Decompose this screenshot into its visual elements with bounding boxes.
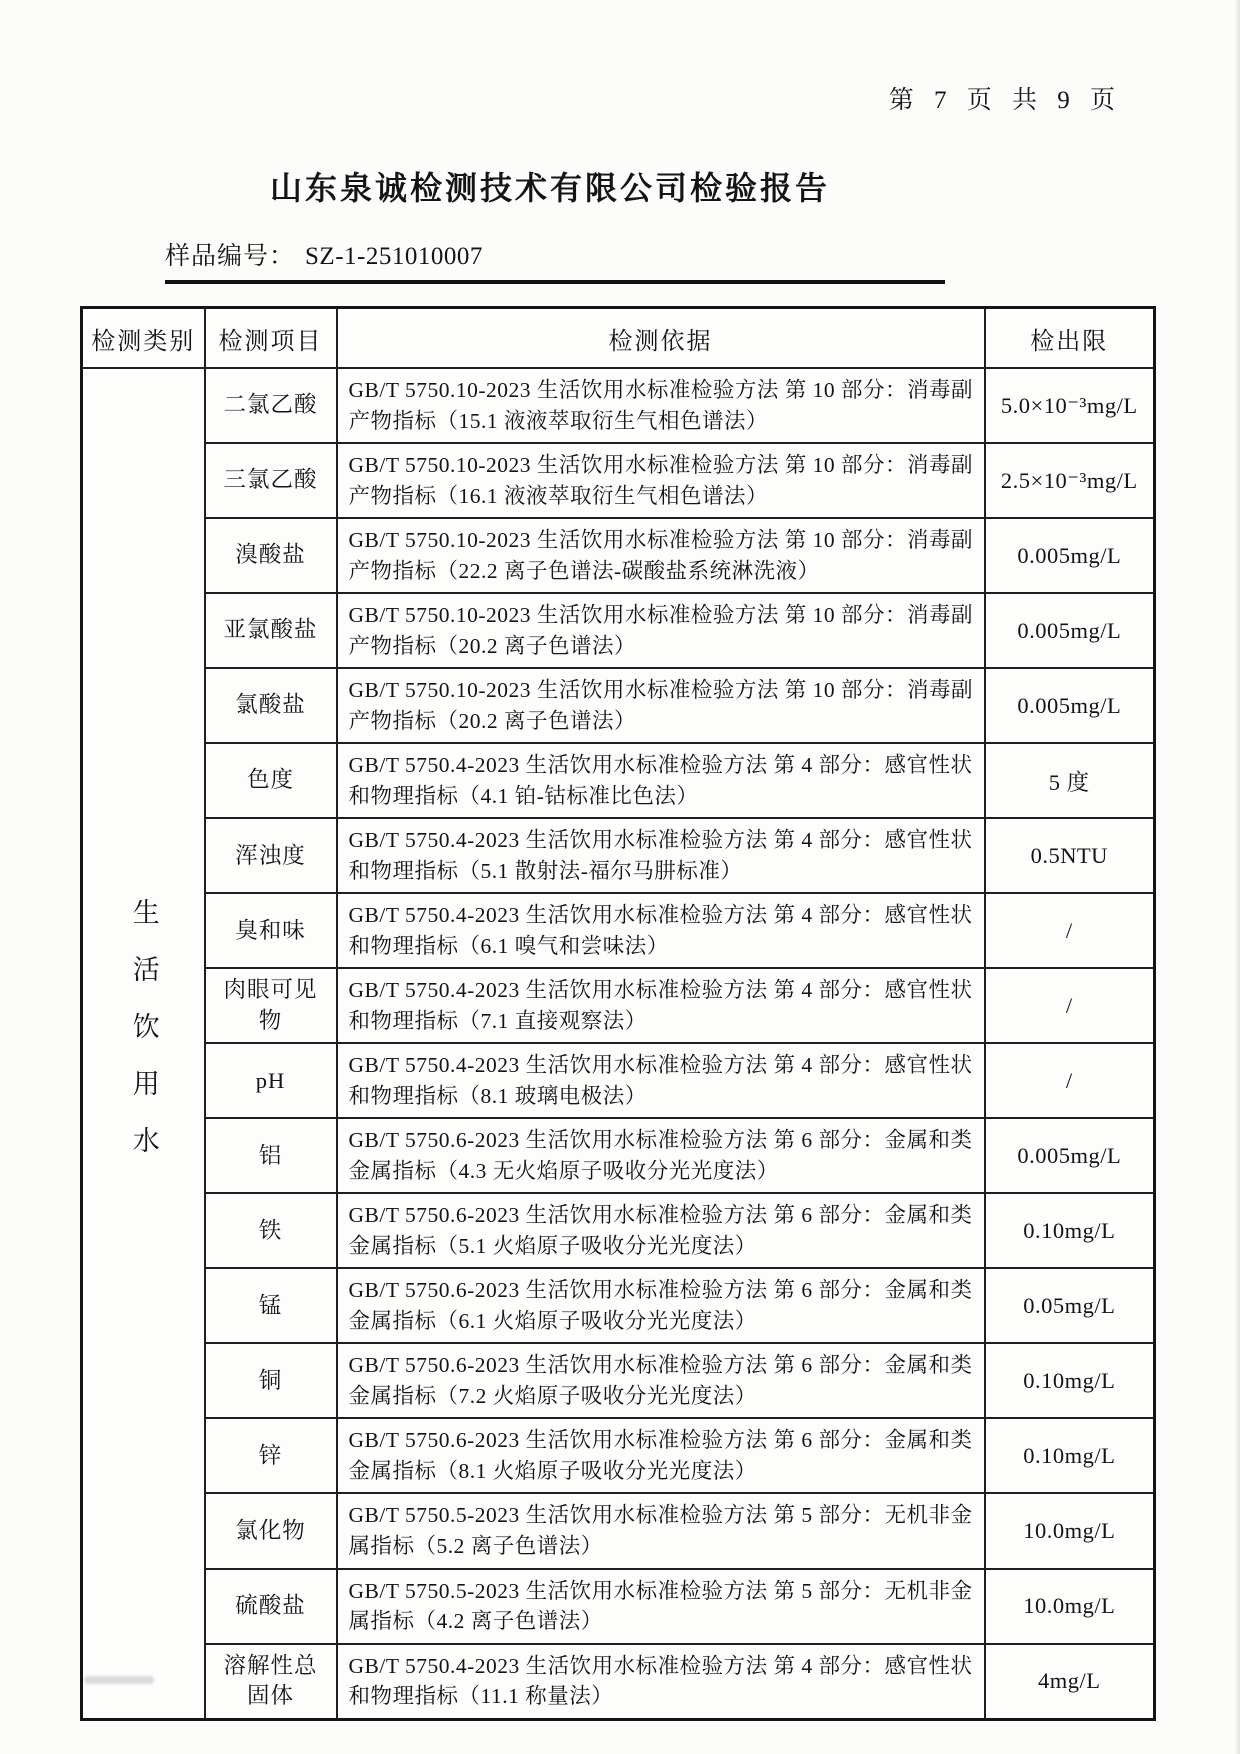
- scan-smudge-artifact: [84, 1676, 154, 1684]
- table-row: [82, 1193, 1155, 1268]
- test-item: 亚氯酸盐: [205, 593, 337, 668]
- test-basis: GB/T 5750.4-2023 生活饮用水标准检验方法 第 4 部分：感官性状和物理指标（11.1 称量法）: [337, 1644, 985, 1720]
- table-header-row: [82, 308, 1155, 369]
- test-basis: GB/T 5750.6-2023 生活饮用水标准检验方法 第 6 部分：金属和类金属指标（5.1 火焰原子吸收分光光度法）: [337, 1193, 985, 1268]
- category-cell: [82, 368, 205, 1719]
- test-item: 臭和味: [205, 893, 337, 968]
- table-row: [82, 443, 1155, 518]
- table-row: [82, 1569, 1155, 1644]
- table-row: [82, 593, 1155, 668]
- table-row: [82, 668, 1155, 743]
- test-item: 铝: [205, 1118, 337, 1193]
- table-row: [82, 968, 1155, 1043]
- table-row: [82, 1644, 1155, 1720]
- detection-limit: 0.05mg/L: [985, 1268, 1155, 1343]
- detection-limit: /: [985, 1043, 1155, 1118]
- detection-limit: 0.5NTU: [985, 818, 1155, 893]
- category-label: 生活饮用水: [128, 898, 159, 1184]
- col-header-category: 检测类别: [82, 308, 205, 369]
- sample-number-row: [165, 236, 945, 284]
- test-basis: GB/T 5750.4-2023 生活饮用水标准检验方法 第 4 部分：感官性状和物理指标（6.1 嗅气和尝味法）: [337, 893, 985, 968]
- test-item: pH: [205, 1043, 337, 1118]
- detection-limit: 5 度: [985, 743, 1155, 818]
- test-item: 色度: [205, 743, 337, 818]
- table-row: [82, 1118, 1155, 1193]
- test-item: 三氯乙酸: [205, 443, 337, 518]
- table-row: [82, 818, 1155, 893]
- test-item: 氯酸盐: [205, 668, 337, 743]
- test-basis: GB/T 5750.6-2023 生活饮用水标准检验方法 第 6 部分：金属和类金属指标（7.2 火焰原子吸收分光光度法）: [337, 1343, 985, 1418]
- detection-limit: 10.0mg/L: [985, 1493, 1155, 1568]
- test-item: 铁: [205, 1193, 337, 1268]
- test-basis: GB/T 5750.6-2023 生活饮用水标准检验方法 第 6 部分：金属和类金属指标（4.3 无火焰原子吸收分光光度法）: [337, 1118, 985, 1193]
- table-row: [82, 1418, 1155, 1493]
- test-basis: GB/T 5750.10-2023 生活饮用水标准检验方法 第 10 部分：消毒副产物指标（16.1 液液萃取衍生气相色谱法）: [337, 443, 985, 518]
- detection-limit: /: [985, 968, 1155, 1043]
- test-item: 溴酸盐: [205, 518, 337, 593]
- test-basis: GB/T 5750.6-2023 生活饮用水标准检验方法 第 6 部分：金属和类金属指标（6.1 火焰原子吸收分光光度法）: [337, 1268, 985, 1343]
- test-methods-table: [80, 306, 1156, 1721]
- test-item: 肉眼可见物: [205, 968, 337, 1043]
- detection-limit: 0.10mg/L: [985, 1418, 1155, 1493]
- page-number: 第 7 页 共 9 页: [888, 87, 1122, 114]
- detection-limit: 0.005mg/L: [985, 1118, 1155, 1193]
- detection-limit: /: [985, 893, 1155, 968]
- table-row: [82, 1268, 1155, 1343]
- table-row: [82, 1043, 1155, 1118]
- detection-limit: 10.0mg/L: [985, 1569, 1155, 1644]
- test-basis: GB/T 5750.5-2023 生活饮用水标准检验方法 第 5 部分：无机非金属指标（5.2 离子色谱法）: [337, 1493, 985, 1568]
- table-row: [82, 743, 1155, 818]
- col-header-limit: 检出限: [985, 308, 1155, 369]
- test-basis: GB/T 5750.10-2023 生活饮用水标准检验方法 第 10 部分：消毒副产物指标（20.2 离子色谱法）: [337, 593, 985, 668]
- test-item: 浑浊度: [205, 818, 337, 893]
- report-title: 山东泉诚检测技术有限公司检验报告: [269, 170, 830, 206]
- table-row: [82, 893, 1155, 968]
- detection-limit: 0.005mg/L: [985, 518, 1155, 593]
- table-row: [82, 368, 1155, 443]
- test-basis: GB/T 5750.4-2023 生活饮用水标准检验方法 第 4 部分：感官性状和物理指标（7.1 直接观察法）: [337, 968, 985, 1043]
- table-row: [82, 1343, 1155, 1418]
- table-row: [82, 1493, 1155, 1568]
- test-item: 铜: [205, 1343, 337, 1418]
- scan-edge-artifact: [1234, 0, 1240, 1754]
- test-basis: GB/T 5750.10-2023 生活饮用水标准检验方法 第 10 部分：消毒副产物指标（15.1 液液萃取衍生气相色谱法）: [337, 368, 985, 443]
- test-basis: GB/T 5750.6-2023 生活饮用水标准检验方法 第 6 部分：金属和类金属指标（8.1 火焰原子吸收分光光度法）: [337, 1418, 985, 1493]
- test-item: 溶解性总固体: [205, 1644, 337, 1720]
- detection-limit: 0.10mg/L: [985, 1343, 1155, 1418]
- test-item: 硫酸盐: [205, 1569, 337, 1644]
- col-header-basis: 检测依据: [337, 308, 985, 369]
- detection-limit: 0.10mg/L: [985, 1193, 1155, 1268]
- test-item: 二氯乙酸: [205, 368, 337, 443]
- detection-limit: 0.005mg/L: [985, 668, 1155, 743]
- test-basis: GB/T 5750.4-2023 生活饮用水标准检验方法 第 4 部分：感官性状和物理指标（5.1 散射法-福尔马肼标准）: [337, 818, 985, 893]
- table-row: [82, 518, 1155, 593]
- sample-number-label: 样品编号：: [165, 243, 296, 270]
- test-item: 锰: [205, 1268, 337, 1343]
- col-header-item: 检测项目: [205, 308, 337, 369]
- test-basis: GB/T 5750.4-2023 生活饮用水标准检验方法 第 4 部分：感官性状和物理指标（4.1 铂-钴标准比色法）: [337, 743, 985, 818]
- detection-limit: 5.0×10⁻³mg/L: [985, 368, 1155, 443]
- detection-limit: 4mg/L: [985, 1644, 1155, 1720]
- detection-limit: 2.5×10⁻³mg/L: [985, 443, 1155, 518]
- test-item: 氯化物: [205, 1493, 337, 1568]
- test-basis: GB/T 5750.10-2023 生活饮用水标准检验方法 第 10 部分：消毒副产物指标（20.2 离子色谱法）: [337, 668, 985, 743]
- test-item: 锌: [205, 1418, 337, 1493]
- sample-number-value: SZ-1-251010007: [305, 243, 483, 270]
- test-basis: GB/T 5750.10-2023 生活饮用水标准检验方法 第 10 部分：消毒副产物指标（22.2 离子色谱法-碳酸盐系统淋洗液）: [337, 518, 985, 593]
- test-basis: GB/T 5750.4-2023 生活饮用水标准检验方法 第 4 部分：感官性状和物理指标（8.1 玻璃电极法）: [337, 1043, 985, 1118]
- detection-limit: 0.005mg/L: [985, 593, 1155, 668]
- test-basis: GB/T 5750.5-2023 生活饮用水标准检验方法 第 5 部分：无机非金属指标（4.2 离子色谱法）: [337, 1569, 985, 1644]
